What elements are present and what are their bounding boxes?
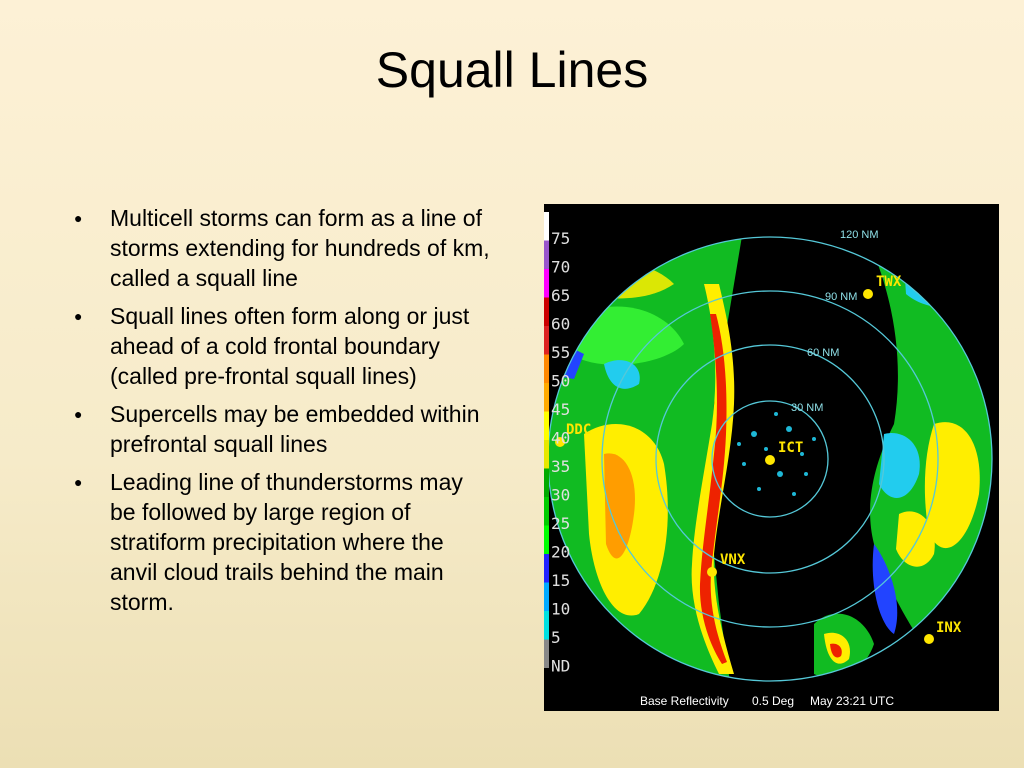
scale-label: 55 (551, 343, 571, 362)
bullet-text: Leading line of thunderstorms may be followed by large region of stratiform precipitation where the anvil cloud trails behind the main storm. (110, 469, 463, 615)
site-label-ict: ICT (778, 440, 804, 456)
scale-label: 60 (551, 314, 571, 334)
ring-label-120: 120 NM (840, 229, 879, 241)
site-marker-ict-icon (765, 455, 775, 465)
bullet-list (72, 203, 492, 625)
scale-swatch (544, 355, 549, 384)
scale-swatch (544, 469, 549, 498)
scale-swatch (544, 497, 549, 526)
scale-label: 45 (551, 400, 571, 419)
site-label-twx: TWX (876, 274, 902, 290)
slide-title: Squall Lines (375, 42, 649, 98)
bullet-dot-icon: ● (74, 308, 83, 324)
scale-label: 25 (551, 514, 571, 533)
scale-swatch (544, 326, 549, 355)
scale-label: 50 (551, 371, 571, 391)
scale-swatch (544, 583, 549, 612)
site-label-ddc: DDC (566, 422, 592, 438)
scale-swatch (544, 412, 549, 441)
scale-swatch (544, 640, 549, 669)
scale-label: 20 (551, 542, 571, 562)
site-label-vnx: VNX (720, 552, 746, 568)
scale-swatch (544, 241, 549, 270)
scale-label: 75 (551, 229, 571, 248)
scale-swatch (544, 526, 549, 555)
site-marker-twx-icon (863, 289, 873, 299)
bullet-text: Squall lines often form along or just ahead of a cold frontal boundary (called pre-frontal squall lines) (110, 303, 470, 389)
scale-swatch (544, 611, 549, 640)
site-marker-vnx-icon (707, 567, 717, 577)
scale-swatch (544, 269, 549, 298)
scale-label: 10 (551, 599, 571, 619)
bullet-text: Supercells may be embedded within prefrontal squall lines (110, 401, 480, 457)
footer-product: Base Reflectivity (640, 694, 729, 708)
scale-swatch (544, 212, 549, 241)
scale-label: 35 (551, 457, 571, 476)
scale-label: 15 (551, 571, 571, 590)
ring-label-30: 30 NM (791, 402, 824, 414)
bullet-dot-icon: ● (74, 406, 83, 422)
ring-label-60: 60 NM (807, 347, 840, 359)
scale-label: 70 (551, 257, 571, 277)
bullet-dot-icon: ● (74, 210, 83, 226)
site-label-inx: INX (936, 620, 962, 636)
footer-time: May 23:21 UTC (810, 694, 895, 708)
scale-label: 40 (551, 428, 571, 448)
scale-swatch (544, 298, 549, 327)
bullet-item (72, 203, 492, 293)
bullet-item (72, 467, 492, 617)
reflectivity-scale (544, 212, 570, 676)
bullet-text: Multicell storms can form as a line of storms extending for hundreds of km, called a squall line (110, 205, 490, 291)
site-marker-inx-icon (924, 634, 934, 644)
radar-svg (544, 204, 999, 711)
scale-label: ND (551, 656, 571, 676)
scale-swatch (544, 554, 549, 583)
scale-swatch (544, 440, 549, 469)
scale-swatch (544, 383, 549, 412)
scale-label: 30 (551, 485, 571, 505)
bullet-dot-icon: ● (74, 474, 83, 490)
scale-label: 5 (551, 628, 561, 647)
ring-label-90: 90 NM (825, 291, 858, 303)
scale-label: 65 (551, 286, 571, 305)
radar-image (544, 204, 999, 711)
footer-elevation: 0.5 Deg (752, 694, 795, 708)
bullet-item (72, 301, 492, 391)
bullet-item (72, 399, 492, 459)
